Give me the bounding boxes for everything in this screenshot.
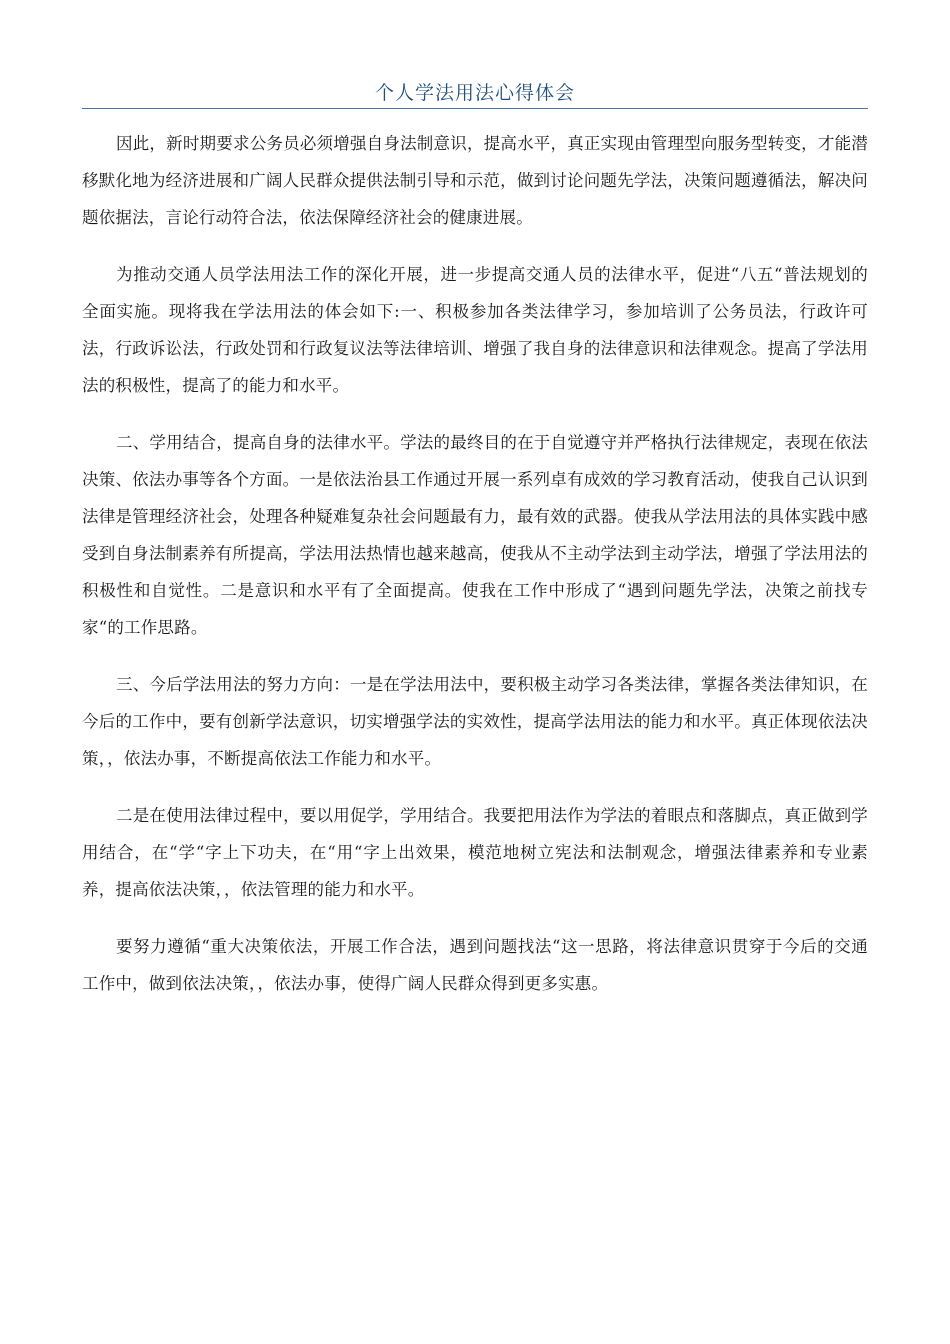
paragraph-5: 二是在使用法律过程中，要以用促学，学用结合。我要把用法作为学法的着眼点和落脚点，真正做到学用结合，在“学“字上下功夫，在“用“字上出效果，模范地树立宪法和法制观念，增强法律素养和专业素养，提高依法决策，，依法管理的能力和水平。: [82, 806, 868, 899]
paragraph-6: 要努力遵循“重大决策依法，开展工作合法，遇到问题找法“这一思路，将法律意识贯穿于今后的交通工作中，做到依法决策，，依法办事，使得广阔人民群众得到更多实惠。: [82, 937, 868, 993]
document-body: [82, 125, 868, 1022]
paragraph-1: 因此，新时期要求公务员必须增强自身法制意识，提高水平，真正实现由管理型向服务型转变，才能潜移默化地为经济进展和广阔人民群众提供法制引导和示范，做到讨论问题先学法，决策问题遵循法，解决问题依据法，言论行动符合法，依法保障经济社会的健康进展。: [82, 134, 868, 227]
paragraph-3: 二、学用结合，提高自身的法律水平。学法的最终目的在于自觉遵守并严格执行法律规定，表现在依法决策、依法办事等各个方面。一是依法治县工作通过开展一系列卓有成效的学习教育活动，使我自己认识到法律是管理经济社会，处理各种疑难复杂社会问题最有力，最有效的武器。使我从学法用法的具体实践中感受到自身法制素养有所提高，学法用法热情也越来越高，使我从不主动学法到主动学法，增强了学法用法的积极性和自觉性。二是意识和水平有了全面提高。使我在工作中形成了“遇到问题先学法，决策之前找专家“的工作思路。: [82, 433, 868, 637]
document-header: [82, 80, 868, 110]
document-title: 个人学法用法心得体会: [374, 82, 575, 104]
paragraph-4: 三、今后学法用法的努力方向：一是在学法用法中，要积极主动学习各类法律，掌握各类法律知识，在今后的工作中，要有创新学法意识，切实增强学法的实效性，提高学法用法的能力和水平。真正体现依法决策，，依法办事，不断提高依法工作能力和水平。: [82, 675, 868, 768]
title-underline: [82, 108, 868, 109]
paragraph-2: 为推动交通人员学法用法工作的深化开展，进一步提高交通人员的法律水平，促进“八五“普法规划的全面实施。现将我在学法用法的体会如下:一、积极参加各类法律学习，参加培训了公务员法，行政许可法，行政诉讼法，行政处罚和行政复议法等法律培训、增强了我自身的法律意识和法律观念。提高了学法用法的积极性，提高了的能力和水平。: [82, 265, 868, 395]
